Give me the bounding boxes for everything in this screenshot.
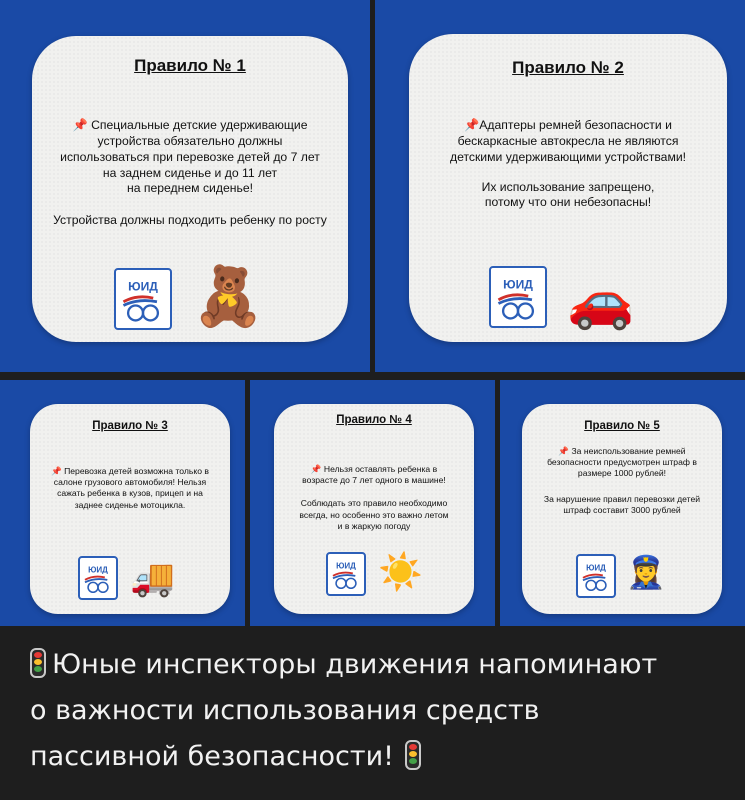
logo-text: ЮИД [88,565,108,575]
rule-panel-1 [0,0,370,372]
rule-text [409,118,727,211]
rule-panel-4 [250,380,495,626]
traffic-light-icon [30,648,46,678]
rule-title: Правило № 2 [512,58,624,77]
yuid-logo [489,266,547,328]
rule-line: сажать ребенка в кузов, прицеп и на [57,488,203,499]
rule-line: на заднем сиденье и до 11 лет [102,165,278,180]
rule-card-3 [30,404,230,614]
rule-title: Правило № 1 [134,56,246,75]
rule-line: на переднем сиденье! [127,181,253,196]
caption-line-2 [30,688,720,734]
rule-extra: За нарушение правил перевозки детей [543,493,701,504]
logo-text: ЮИД [586,563,606,573]
post-caption [30,642,720,780]
rule-extra: Соблюдать это правило необходимо [300,498,448,509]
rule-extra: всегда, но особенно это важно летом [299,509,449,520]
rule-line: безопасности предусмотрен штраф в [547,457,697,468]
rule-line: детскими удерживающими устройствами! [449,149,687,164]
rule-line: салоне грузового автомобиля! Нельзя [53,477,207,488]
rule-panel-2 [375,0,745,372]
rule-line: 📌 Перевозка детей возможна только в [51,466,209,476]
rule-extra: Устройства должны подходить ребенку по росту [53,213,327,228]
rule-text [30,466,230,511]
rule-extra: и в жаркую погоду [337,520,411,531]
rule-line: размере 1000 рублей! [577,468,667,479]
traffic-light-icon [405,740,421,770]
rule-line: 📌 За неиспользование ремней [558,446,686,456]
rule-text [32,118,348,229]
rule-extra: Их использование запрещено, [481,179,655,194]
caption-text: о важности использования средств [30,695,540,726]
rule-panel-3 [0,380,245,626]
car-icon: 🚗 [567,271,635,331]
caption-text: пассивной безопасности! [30,741,394,772]
rule-title: Правило № 4 [336,414,412,426]
rule-panel-5 [500,380,745,626]
rule-extra: штраф составит 3000 рублей [563,504,681,515]
teddy-bear-icon: 🧸 [192,264,265,329]
rule-title: Правило № 3 [92,420,168,432]
rule-text [522,446,722,516]
rule-card-1 [32,36,348,342]
rule-line: использоваться при перевозке детей до 7 лет [60,149,320,164]
police-officer-icon: 👮‍♀️ [626,554,666,590]
rule-line: возрасте до 7 лет одного в машине! [302,475,446,486]
rule-text [274,464,474,532]
logo-text: ЮИД [336,561,356,571]
sun-icon: ☀️ [378,551,423,592]
rule-card-2 [409,34,727,342]
yuid-logo [114,268,172,330]
rule-line: 📌 Специальные детские удерживающие [72,118,308,132]
logo-text: ЮИД [503,277,533,292]
rule-card-4 [274,404,474,614]
truck-icon: 🚚 [130,557,175,598]
yuid-logo [576,554,616,598]
rule-line: 📌 Нельзя оставлять ребенка в [310,464,438,474]
logo-text: ЮИД [128,279,158,294]
yuid-logo [326,552,366,596]
rule-extra: потому что они небезопасны! [484,195,652,210]
rule-card-5 [522,404,722,614]
caption-text: Юные инспекторы движения напоминают [52,649,658,680]
rule-line: 📌Адаптеры ремней безопасности и [464,118,672,132]
caption-line-3 [30,734,720,780]
yuid-logo [78,556,118,600]
rule-line: устройства обязательно должны [97,133,283,148]
rule-title: Правило № 5 [584,420,660,432]
rule-line: бескаркасные автокресла не являются [457,133,679,148]
caption-line-1 [30,642,720,688]
rule-line: заднее сиденье мотоцикла. [74,499,186,510]
